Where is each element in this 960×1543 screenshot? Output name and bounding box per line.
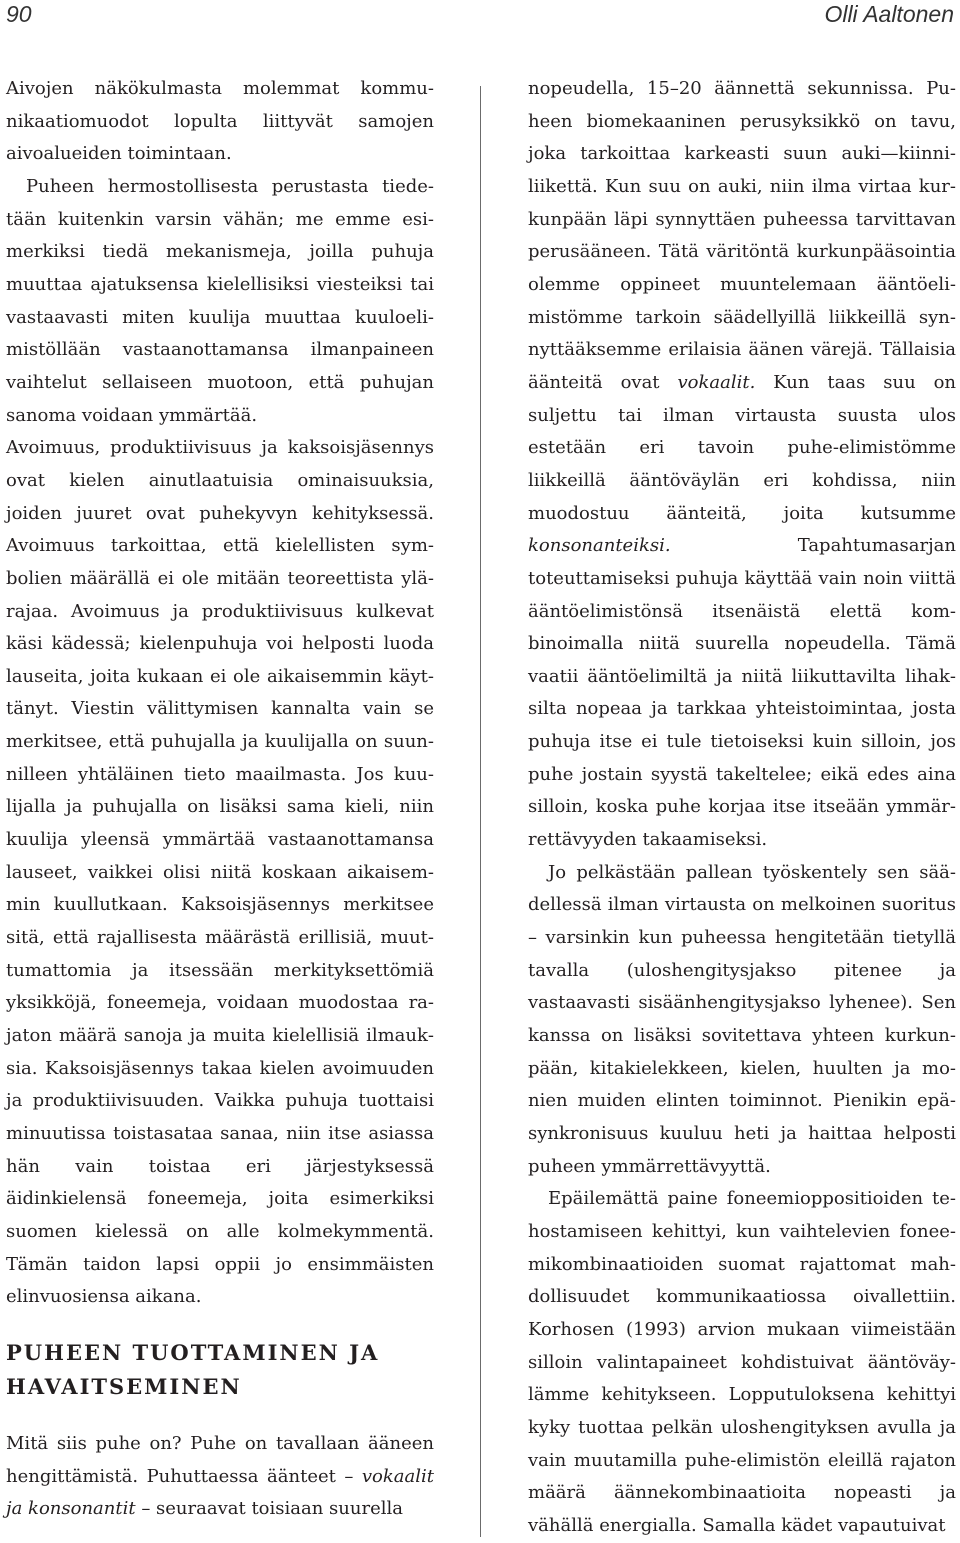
page-number: 90 [6,1,32,27]
text-run: Tapahtumasarjan toteuttamiseksi puhuja käyttää vain noin viittä ääntöelimistönsä itsenäistä elettä kombinoimalla niitä suurella nopeudella. Tämä vaatii ääntöelimiltä ja niitä liikuttavilta lihaksilta nopeaa ja tarkkaa yhteistoimintaa, josta puhuja itse ei tule tietoiseksi kuin silloin, jos puhe jostain syystä takeltelee; eikä edes aina silloin, koska puhe korjaa itse itseään ymmärrettävyyden takaamiseksi. [528,535,956,851]
text-run: Kun taas suu on suljettu tai ilman virtausta suusta ulos estetään eri tavoin puhe-elimistömme liikkeillä ääntöväylän eri kohdissa, niin muodostuu äänteitä, joita kutsumme [528,371,956,524]
italic-term: konsonanteiksi. [528,535,671,557]
text-run: – seuraavat toisiaan suurella [135,1498,403,1520]
section-heading-line: HAVAITSEMINEN [6,1373,242,1399]
section-heading [6,1336,434,1404]
paragraph: Puheen hermostollisesta perustasta tiedetään kuitenkin varsin vähän; me emme esimerkiksi tiedä mekanismeja, joilla puhuja muuttaa ajatuksensa kielellisiksi viesteiksi tai vastaavasti miten kuulija muuttaa kuuloelimistöllään vastaanottamansa ilmanpaineen vaihtelut sellaiseen muotoon, että puhujan sanoma voidaan ymmärtää. [6,175,434,426]
column-divider [480,86,481,1537]
italic-term: vokaalit ja konsonantit [6,1465,434,1520]
left-column [6,73,434,1526]
section-heading-line: PUHEEN TUOTTAMINEN JA [6,1339,380,1365]
paragraph: Jo pelkästään pallean työskentely sen säädellessä ilman virtausta on melkoinen suoritus – varsinkin kun puheessa hengitetään tietyllä tavalla (uloshengitysjakso pitenee ja vastaavasti sisäänhengitysjakso lyhenee). Sen kanssa on lisäksi sovitettava yhteen kurkunpään, kitakielekkeen, kielen, huulten ja monien muiden elinten toiminnot. Pienikin epäsynkronisuus kuuluu heti ja haittaa helposti puheen ymmärrettävyyttä. [528,861,956,1177]
paragraph: Avoimuus, produktiivisuus ja kaksoisjäsennys ovat kielen ainutlaatuisia ominaisuuksia, joiden juuret ovat puhekyvyn kehityksessä. Avoimuus tarkoittaa, että kielellisten symbolien määrällä ei ole mitään teoreettista ylärajaa. Avoimuus ja produktiivisuus kulkevat käsi kädessä; kielenpuhuja voi helposti luoda lauseita, joita kukaan ei ole aikaisemmin käyttänyt. Viestin välittymisen kannalta vain se merkitsee, että puhujalla ja kuulijalla on suunnilleen yhtäläinen tieto maailmasta. Jos kuulijalla ja puhujalla on lisäksi sama kieli, niin kuulija yleensä ymmärtää vastaanottamansa lauseet, vaikkei olisi niitä koskaan aikaisemmin kuullutkaan. Kaksoisjäsennys merkitsee sitä, että rajallisesta määrästä erillisiä, muuttumattomia ja itsessään merkityksettömiä yksikköjä, foneemeja, voidaan muodostaa rajaton määrä sanoja ja muita kielellisiä ilmauksia. Kaksoisjäsennys takaa kielen avoimuuden ja produktiivisuuden. Vaikka puhuja tuottaisi minuutissa toistasataa sanaa, niin itse asiassa hän vain toistaa eri järjestyksessä äidinkielensä foneemeja, joita esimerkiksi suomen kielessä on alle kolmekymmentä. Tämän taidon lapsi oppii jo ensimmäisten elinvuosiensa aikana. [6,437,434,1308]
italic-term: vokaalit. [677,371,756,393]
paragraph [6,1428,434,1526]
text-run: Mitä siis puhe on? Puhe on tavallaan ääneen hengittämistä. Puhuttaessa äänteet – [6,1432,434,1487]
paragraph: Epäilemättä paine foneemioppositioiden tehostamiseen kehittyi, kun vaihtelevien foneemikombinaatioiden suomat rajattomat mahdollisuudet kommunikaatiossa oivallettiin. Korhosen (1993) arvion mukaan viimeistään silloin valintapaineet kohdistuivat ääntöväylämme kehitykseen. Lopputuloksena kehittyi kyky tuottaa pelkän uloshengityksen avulla ja vain muutamilla puhe-elimistön eleillä rajaton määrä äännekombinaatioita nopeasti ja vähällä energialla. Samalla kädet vapautuivat [528,1188,956,1536]
text-run: nopeudella, 15–20 äännettä sekunnissa. Puheen biomekaaninen perusyksikkö on tavu, joka tarkoittaa karkeasti suun auki—kiinniliikettä. Kun suu on auki, niin ilma virtaa kurkunpään läpi synnyttäen puheessa tarvittavan perusääneen. Tätä väritöntä kurkunpääsointia olemme oppineet muuntelemaan ääntöelimistömme tarkoin säädellyillä liikkeillä synnyttääksemme erilaisia äänen värejä. Tällaisia äänteitä ovat [528,78,956,393]
running-header-author: Olli Aaltonen [824,1,954,27]
paragraph: Aivojen näkökulmasta molemmat kommunikaatiomuodot lopulta liittyvät samojen aivoalueiden toimintaan. [6,78,434,165]
paragraph [528,73,956,857]
right-column [528,73,956,1543]
